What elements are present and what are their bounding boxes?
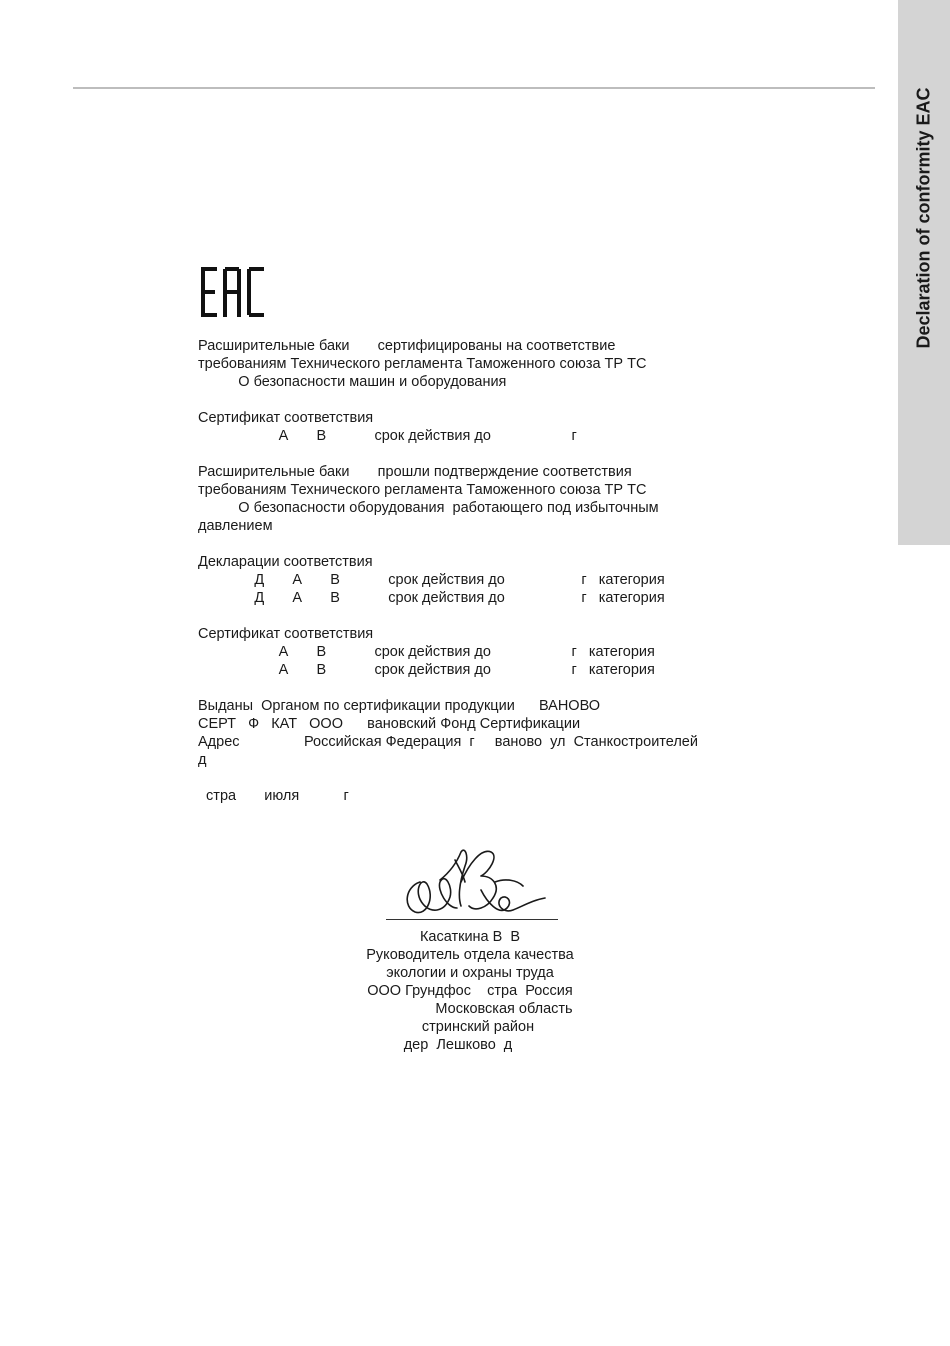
- signatory-position: экологии и охраны труда: [386, 965, 554, 981]
- text-line: Д А В срок действия до г категория: [198, 590, 665, 606]
- signatory-address: Московская область: [435, 1001, 573, 1017]
- text-line: требованиям Технического регламента Таможенного союза ТР ТС: [198, 482, 647, 498]
- header-divider: [73, 87, 875, 89]
- signatory-address: дер Лешково д: [403, 1037, 513, 1053]
- text-line: А В срок действия до г: [198, 428, 577, 444]
- signatory-name: Касаткина В В: [419, 929, 521, 945]
- eac-logo: [200, 266, 266, 318]
- text-line: Сертификат соответствия: [198, 626, 374, 642]
- signature-line: [386, 919, 558, 920]
- signature-image: [395, 842, 560, 922]
- text-line: Расширительные баки прошли подтверждение соответствия: [198, 464, 632, 480]
- text-line: Адрес Российская Федерация г ваново ул Станкостроителей: [198, 734, 698, 750]
- text-line: А В срок действия до г категория: [198, 662, 655, 678]
- text-line: СЕРТ Ф КАТ ООО вановский Фонд Сертификации: [198, 716, 581, 732]
- text-line: Расширительные баки сертифицированы на соответствие: [198, 338, 616, 354]
- date-line: стра июля г: [198, 788, 349, 804]
- side-tab-label: Declaration of conformity EAC: [913, 87, 934, 349]
- text-line: О безопасности машин и оборудования: [198, 374, 507, 390]
- text-line: требованиям Технического регламента Таможенного союза ТР ТС: [198, 356, 647, 372]
- text-line: д: [198, 752, 207, 768]
- text-line: Декларации соответствия: [198, 554, 373, 570]
- signatory-company: ООО Грундфос стра Россия: [367, 983, 573, 999]
- text-line: давлением: [198, 518, 273, 534]
- text-line: Д А В срок действия до г категория: [198, 572, 665, 588]
- signatory-position: Руководитель отдела качества: [366, 947, 574, 963]
- text-line: Сертификат соответствия: [198, 410, 374, 426]
- text-line: А В срок действия до г категория: [198, 644, 655, 660]
- signatory-address: стринский район: [421, 1019, 535, 1035]
- text-line: О безопасности оборудования работающего под избыточным: [198, 500, 659, 516]
- side-tab-label-container: [898, 0, 950, 545]
- text-line: Выданы Органом по сертификации продукции ВАНОВО: [198, 698, 601, 714]
